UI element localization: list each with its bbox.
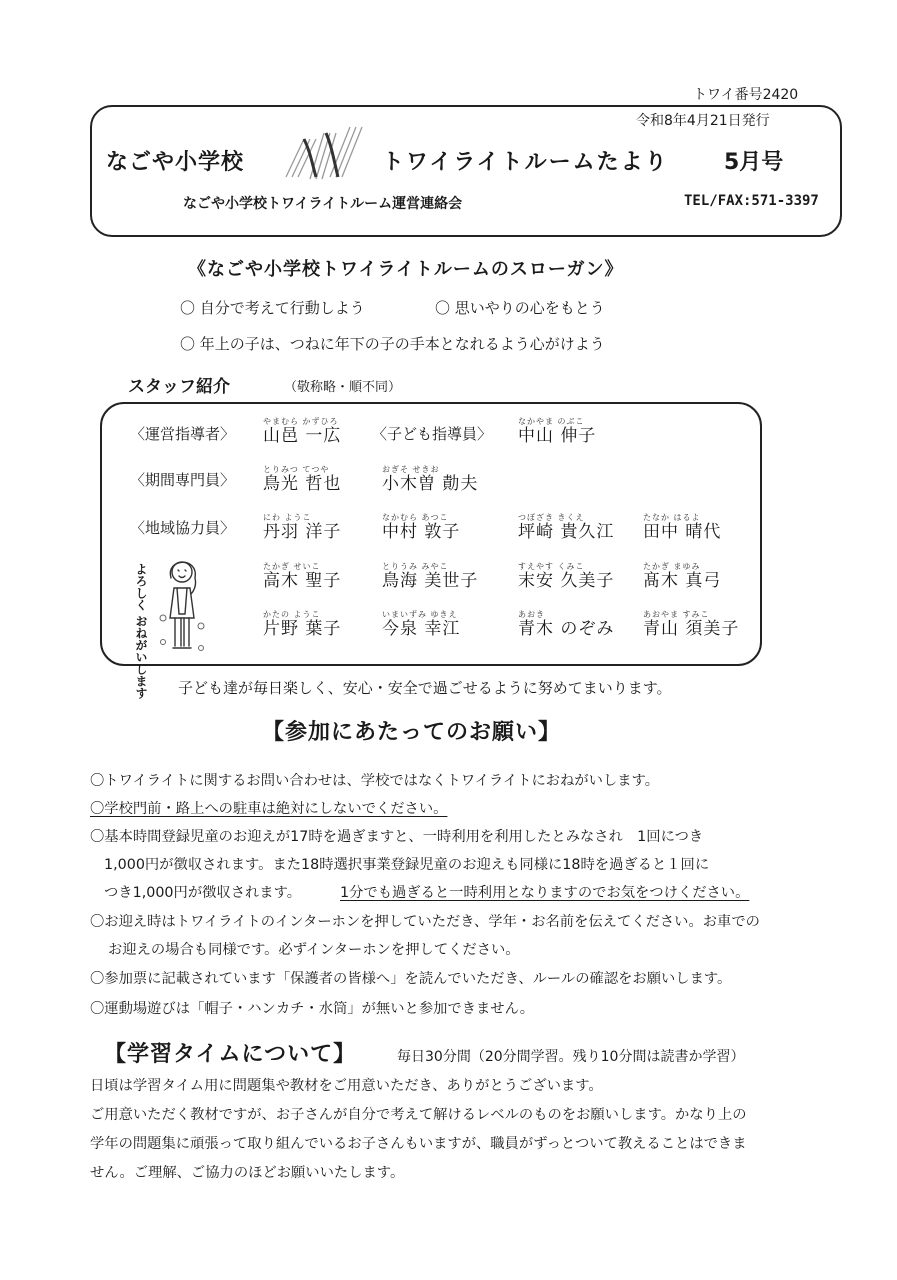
- slogan-item: 〇 年上の子は、つねに年下の子の手本となれるよう心がけよう: [180, 335, 605, 353]
- slogan-item: 〇 自分で考えて行動しよう: [180, 299, 365, 317]
- staff-name: 丹羽 洋子: [263, 522, 342, 542]
- study-line: せん。ご理解、ご協力のほどお願いいたします。: [90, 1165, 405, 1181]
- study-line: 日頃は学習タイム用に問題集や教材をご用意いただき、ありがとうございます。: [90, 1078, 603, 1094]
- staff-member: [382, 610, 460, 639]
- staff-name: 田中 晴代: [643, 522, 722, 542]
- staff-name: 今泉 幸江: [382, 619, 461, 639]
- slogan-item: 〇 思いやりの心をもとう: [435, 299, 605, 317]
- study-line: 学年の問題集に頑張って取り組んでいるお子さんもいますが、職員がずっとついて教えることはできま: [90, 1136, 747, 1152]
- staff-member: [518, 417, 596, 446]
- staff-member: [382, 562, 478, 591]
- request-line-underlined: 〇学校門前・路上への駐車は絶対にしないでください。: [90, 801, 448, 817]
- staff-ruby: にわ ようこ: [263, 513, 312, 522]
- staff-member: [382, 465, 478, 494]
- twilight-logo: [280, 121, 370, 185]
- staff-member: [263, 465, 341, 494]
- staff-ruby: たかぎ せいこ: [263, 562, 321, 571]
- role-label: 〈運営指導者〉: [130, 425, 236, 443]
- staff-member: [263, 610, 341, 639]
- role-label: 〈子ども指導員〉: [372, 425, 493, 443]
- staff-name: 髙木 真弓: [643, 571, 722, 591]
- staff-ruby: なかやま のぶこ: [518, 417, 585, 426]
- staff-ruby: あおやま すみこ: [643, 610, 710, 619]
- staff-name: 高木 聖子: [263, 571, 342, 591]
- staff-name: 鳥光 哲也: [263, 474, 342, 494]
- staff-name: 山邑 一広: [263, 426, 342, 446]
- newsletter-title: トワイライトルームたより: [382, 150, 669, 175]
- staff-ruby: いまいずみ ゆきえ: [382, 610, 458, 619]
- request-line: お迎えの場合も同様です。必ずインターホンを押してください。: [108, 942, 520, 958]
- request-line: 〇お迎え時はトワイライトのインターホンを押していただき、学年・お名前を伝えてください。お車での: [90, 914, 760, 930]
- staff-name: 中山 伸子: [518, 426, 597, 446]
- staff-member: [643, 513, 721, 542]
- staff-title: スタッフ紹介: [128, 377, 230, 397]
- study-subtitle: 毎日30分間（20分間学習。残り10分間は読書か学習）: [397, 1049, 745, 1065]
- staff-ruby: つぼざき きくえ: [518, 513, 585, 522]
- study-title: 【学習タイムについて】: [104, 1042, 357, 1067]
- staff-member: [263, 417, 341, 446]
- staff-member: [518, 610, 614, 639]
- staff-ruby: やまむら かずひろ: [263, 417, 339, 426]
- request-line: 〇トワイライトに関するお問い合わせは、学校ではなくトワイライトにおねがいします。: [90, 773, 660, 789]
- requests-title: 【参加にあたってのお願い】: [262, 720, 562, 745]
- staff-name: 片野 葉子: [263, 619, 342, 639]
- study-line: ご用意いただく教材ですが、お子さんが自分で考えて解けるレベルのものをお願いします。かなり上の: [90, 1107, 747, 1123]
- staff-ruby: すえやす くみこ: [518, 562, 585, 571]
- staff-member: [643, 562, 721, 591]
- staff-name: 鳥海 美世子: [382, 571, 479, 591]
- staff-member: [643, 610, 739, 639]
- staff-ruby: とりうみ みやこ: [382, 562, 449, 571]
- staff-ruby: あおき: [518, 610, 545, 619]
- staff-name: 青山 須美子: [643, 619, 740, 639]
- staff-name: 小木曽 勣夫: [382, 474, 479, 494]
- staff-member: [518, 513, 614, 542]
- staff-ruby: なかむら あつこ: [382, 513, 449, 522]
- staff-ruby: おぎそ せきお: [382, 465, 440, 474]
- staff-member: [518, 562, 614, 591]
- staff-character-icon: [157, 548, 207, 658]
- issue-number: 5月号: [724, 150, 784, 175]
- role-label: 〈期間専門員〉: [130, 471, 236, 489]
- staff-note: （敬称略・順不同）: [284, 380, 402, 395]
- staff-member: [263, 513, 341, 542]
- slogan-title: 《なごや小学校トワイライトルームのスローガン》: [188, 259, 624, 280]
- request-line: 〇参加票に記載されています「保護者の皆様へ」を読んでいただき、ルールの確認をお願いします。: [90, 971, 732, 987]
- staff-name: 末安 久美子: [518, 571, 615, 591]
- closing-message: 子ども達が毎日楽しく、安心・安全で過ごせるように努めてまいります。: [178, 679, 672, 697]
- staff-ruby: たなか はるよ: [643, 513, 701, 522]
- issue-date: 令和8年4月21日発行: [636, 113, 770, 129]
- document-number: トワイ番号2420: [693, 87, 799, 103]
- staff-name: 青木 のぞみ: [518, 619, 615, 639]
- request-line-underlined: 1分でも過ぎると一時利用となりますのでお気をつけください。: [340, 885, 750, 901]
- council-name: なごや小学校トワイライトルーム運営連絡会: [183, 196, 463, 212]
- greeting-text: よろしく おねがいします: [134, 563, 148, 700]
- staff-ruby: とりみつ てつや: [263, 465, 330, 474]
- staff-ruby: たかぎ まゆみ: [643, 562, 701, 571]
- staff-ruby: かたの ようこ: [263, 610, 321, 619]
- request-line: 〇基本時間登録児童のお迎えが17時を過ぎますと、一時利用を利用したとみなされ 1回につき: [90, 829, 704, 845]
- staff-member: [263, 562, 341, 591]
- staff-name: 坪崎 貴久江: [518, 522, 615, 542]
- staff-name: 中村 敦子: [382, 522, 461, 542]
- role-label: 〈地域協力員〉: [130, 519, 236, 537]
- school-name: なごや小学校: [106, 150, 245, 175]
- request-line: 1,000円が徴収されます。また18時選択事業登録児童のお迎えも同様に18時を過ぎると１回に: [104, 857, 710, 873]
- staff-member: [382, 513, 460, 542]
- request-line: つき1,000円が徴収されます。: [104, 885, 302, 901]
- tel-fax: TEL/FAX:571-3397: [684, 193, 819, 209]
- request-line: 〇運動場遊びは「帽子・ハンカチ・水筒」が無いと参加できません。: [90, 1001, 535, 1017]
